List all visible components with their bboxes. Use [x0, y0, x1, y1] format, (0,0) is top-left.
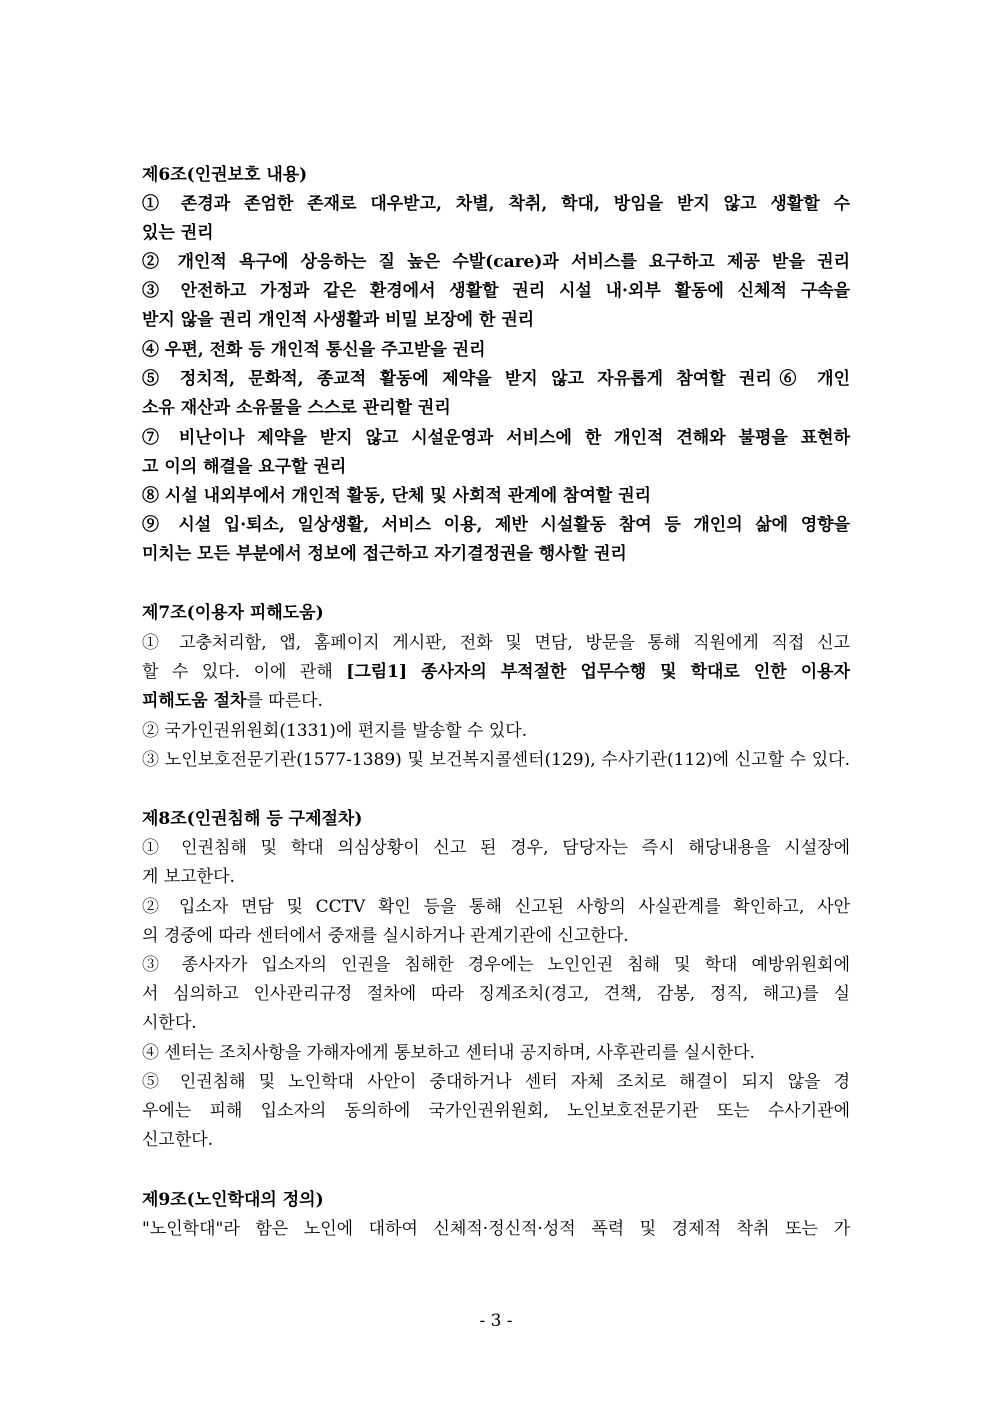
text-line: ② 입소자 면담 및 CCTV 확인 등을 통해 신고된 사항의 사실관계를 확인하고, 사안: [142, 897, 850, 917]
text-line: 게 보고한다.: [142, 867, 235, 887]
text-line: 미치는 모든 부분에서 정보에 접근하고 자기결정권을 행사할 권리: [142, 544, 627, 564]
text-line: 의 경중에 따라 센터에서 중재를 실시하거나 관계기관에 신고한다.: [142, 926, 629, 946]
text-line: ⑧ 시설 내외부에서 개인적 활동, 단체 및 사회적 관계에 참여할 권리: [142, 486, 652, 506]
text-line: ⑨ 시설 입·퇴소, 일상생활, 서비스 이용, 제반 시설활동 참여 등 개인의 삶에 영향을: [142, 515, 850, 535]
text-line: 서 심의하고 인사관리규정 절차에 따라 징계조치(경고, 견책, 감봉, 정직, 해고)를 실: [142, 984, 850, 1004]
text-line: ⑦ 비난이나 제약을 받지 않고 시설운영과 서비스에 한 개인적 견해와 불평을 표현하: [142, 428, 850, 448]
text-span: [그림1] 종사자의 부적절한 업무수행 및 학대로 인한 이용자: [346, 662, 850, 682]
text-line: ② 개인적 욕구에 상응하는 질 높은 수발(care)과 서비스를 요구하고 제공 받을 권리: [142, 252, 850, 272]
article-heading: 제8조(인권침해 등 구제절차): [142, 809, 363, 829]
text-line: ① 고충처리함, 앱, 홈페이지 게시판, 전화 및 면담, 방문을 통해 직원에게 직접 신고: [142, 633, 850, 653]
text-line: 있는 권리: [142, 223, 214, 243]
text-span: 피해도움 절차: [142, 691, 247, 711]
text-line: ② 국가인권위원회(1331)에 편지를 발송할 수 있다.: [142, 721, 528, 741]
text-line: [142, 658, 850, 687]
article-heading: 제6조(인권보호 내용): [142, 165, 308, 185]
text-span: 를 따른다.: [246, 691, 323, 711]
article-heading: 제9조(노인학대의 정의): [142, 1190, 324, 1210]
text-line: 고 이의 해결을 요구할 권리: [142, 457, 347, 477]
text-line: 받지 않을 권리 개인적 사생활과 비밀 보장에 한 권리: [142, 310, 535, 330]
text-line: ④ 우편, 전화 등 개인적 통신을 주고받을 권리: [142, 340, 486, 360]
text-line: ① 인권침해 및 학대 의심상황이 신고 된 경우, 담당자는 즉시 해당내용을 시설장에: [142, 838, 850, 858]
text-line: ⑤ 정치적, 문화적, 종교적 활동에 제약을 받지 않고 자유롭게 참여할 권리⑥ 개인: [142, 369, 850, 389]
text-line: 우에는 피해 입소자의 동의하에 국가인권위원회, 노인보호전문기관 또는 수사기관에: [142, 1101, 850, 1121]
text-line: 소유 재산과 소유물을 스스로 관리할 권리: [142, 398, 451, 418]
text-line: ① 존경과 존엄한 존재로 대우받고, 차별, 착취, 학대, 방임을 받지 않고 생활할 수: [142, 194, 850, 214]
text-line: ③ 종사자가 입소자의 인권을 침해한 경우에는 노인인권 침해 및 학대 예방위원회에: [142, 955, 850, 975]
text-line: 시한다.: [142, 1013, 197, 1033]
page-number: - 3 -: [479, 1311, 513, 1331]
text-line: ③ 안전하고 가정과 같은 환경에서 생활할 권리 시설 내·외부 활동에 신체적 구속을: [142, 281, 850, 301]
text-line: ④ 센터는 조치사항을 가해자에게 통보하고 센터내 공지하며, 사후관리를 실시한다.: [142, 1043, 755, 1063]
article-heading: 제7조(이용자 피해도움): [142, 603, 324, 623]
text-line: "노인학대"라 함은 노인에 대하여 신체적·정신적·성적 폭력 및 경제적 착취 또는 가: [142, 1219, 850, 1239]
text-span: 할 수 있다. 이에 관해: [142, 662, 347, 682]
text-line: ⑤ 인권침해 및 노인학대 사안이 중대하거나 센터 자체 조치로 해결이 되지 않을 경: [142, 1072, 850, 1092]
text-line: 신고한다.: [142, 1130, 214, 1150]
text-line: [142, 687, 850, 716]
text-line: ③ 노인보호전문기관(1577-1389) 및 보건복지콜센터(129), 수사기관(112)에 신고할 수 있다.: [142, 750, 850, 770]
